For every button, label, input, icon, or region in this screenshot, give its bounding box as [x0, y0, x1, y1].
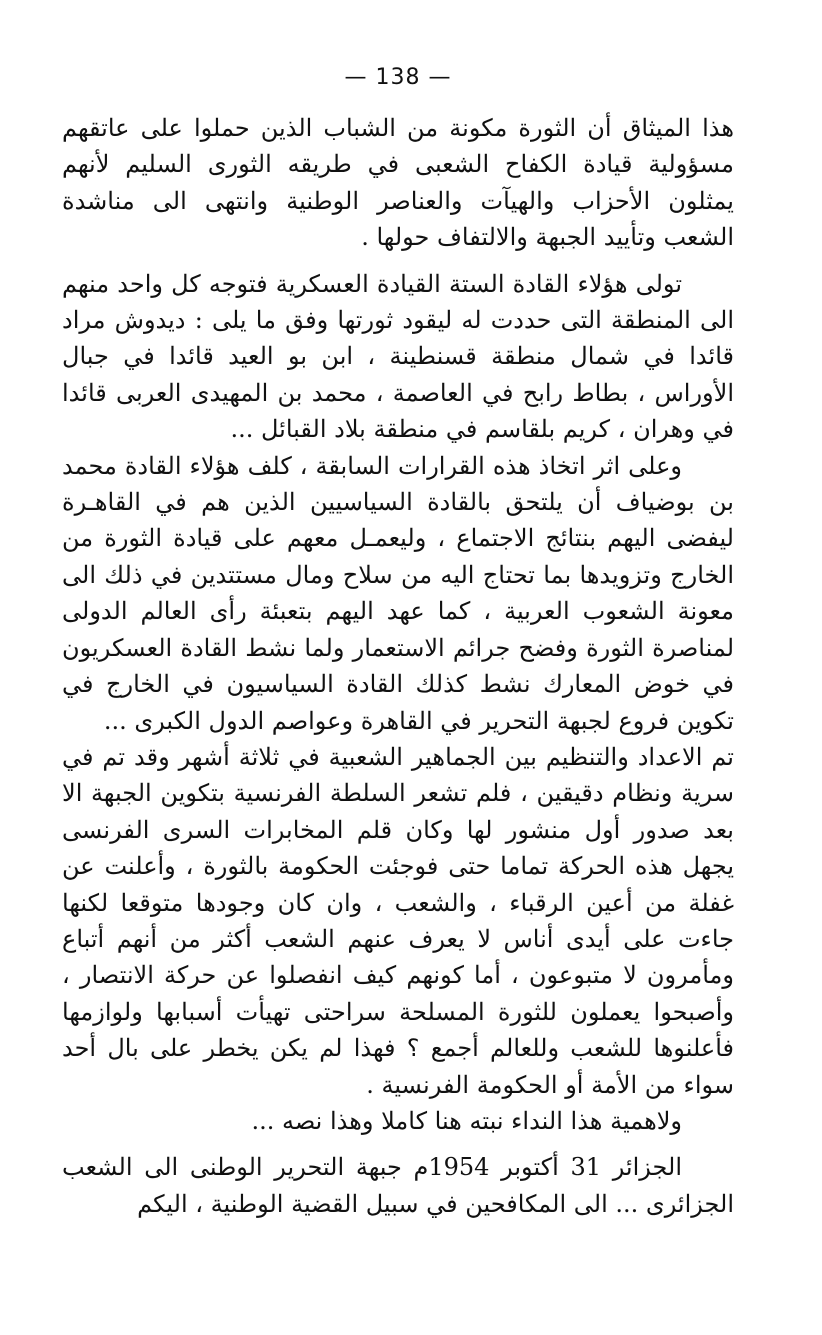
book-page: [62, 58, 734, 1222]
paragraph-secret-organization: تم الاعداد والتنظيم بين الجماهير الشعبية في ثلاثة أشهر وقد تم في سرية ونظام دقيقين ، فلم تشعر السلطة الفرنسية بتكوين الجبهة الا بعد صدور أول منشور لها وكان قلم المخابرات السرى الفرنسى يجهل هذه الحركة تماما حتى فوجئت الحكومة بالثورة ، وأعلنت عن غفلة من أعين الرقباء ، والشعب ، وان كان وجودها متوقعا لكنها جاءت على أيدى أناس لا يعرف عنهم الشعب أكثر من أنهم أتباع ومأمرون لا متبوعون ، أما كونهم كيف انفصلوا عن حركة الانتصار ، وأصبحوا يعملون للثورة المسلحة سراحتى تهيأت أسبابها ولوازمها فأعلنوها للشعب وللعالم أجمع ؟ فهذا لم يكن يخطر على بال أحد سواء من الأمة أو الحكومة الفرنسية .: [62, 742, 734, 1099]
paragraph-boudiaf-mission: وعلى اثر اتخاذ هذه القرارات السابقة ، كلف هؤلاء القادة محمد بن بوضياف أن يلتحق بالقادة السياسيين الذين هم في القاهـرة ليفضى اليهم بنتائج الاجتماع ، وليعمـل معهم على قيادة الثورة من الخارج وتزويدها بما تحتاج اليه من سلاح ومال مستتدين في ذلك الى معونة الشعوب العربية ، كما عهد اليهم بتعبئة رأى العالم الدولى لمناصرة الثورة وفضح جرائم الاستعمار ولما نشط القادة العسكريون في خوض المعارك نشط كذلك القادة السياسيون في الخارج في تكوين فروع لجبهة التحرير في القاهرة وعواصم الدول الكبرى ...: [62, 451, 734, 735]
paragraph-charter-youth: هذا الميثاق أن الثورة مكونة من الشباب الذين حملوا على عاتقهم مسؤولية قيادة الكفاح الشعبى في طريقه الثورى السليم لأنهم يمثلون الأحزاب والهيآت والعناصر الوطنية وانتهى الى مناشدة الشعب وتأييد الجبهة والالتفاف حولها .: [62, 114, 734, 252]
paragraph-appeal-intro: ولاهمية هذا النداء نبته هنا كاملا وهذا نصه ...: [251, 1106, 682, 1135]
paragraph-appeal-text: الجزائر 31 أكتوبر 1954م جبهة التحرير الوطنى الى الشعب الجزائرى ... الى المكافحين في سبيل القضية الوطنية ، اليكم: [62, 1153, 734, 1218]
page-number: — 138 —: [344, 65, 452, 90]
paragraph-six-leaders: تولى هؤلاء القادة الستة القيادة العسكرية فتوجه كل واحد منهم الى المنطقة التى حددت له ليقود ثورتها وفق ما يلى : ديدوش مراد قائدا في شمال منطقة قسنطينة ، ابن بو العيد قائدا في جبال الأوراس ، بطاط رابح في العاصمة ، محمد بن المهيدى العربى قائدا في وهران ، كريم بلقاسم في منطقة بلاد القبائل ...: [62, 269, 734, 444]
